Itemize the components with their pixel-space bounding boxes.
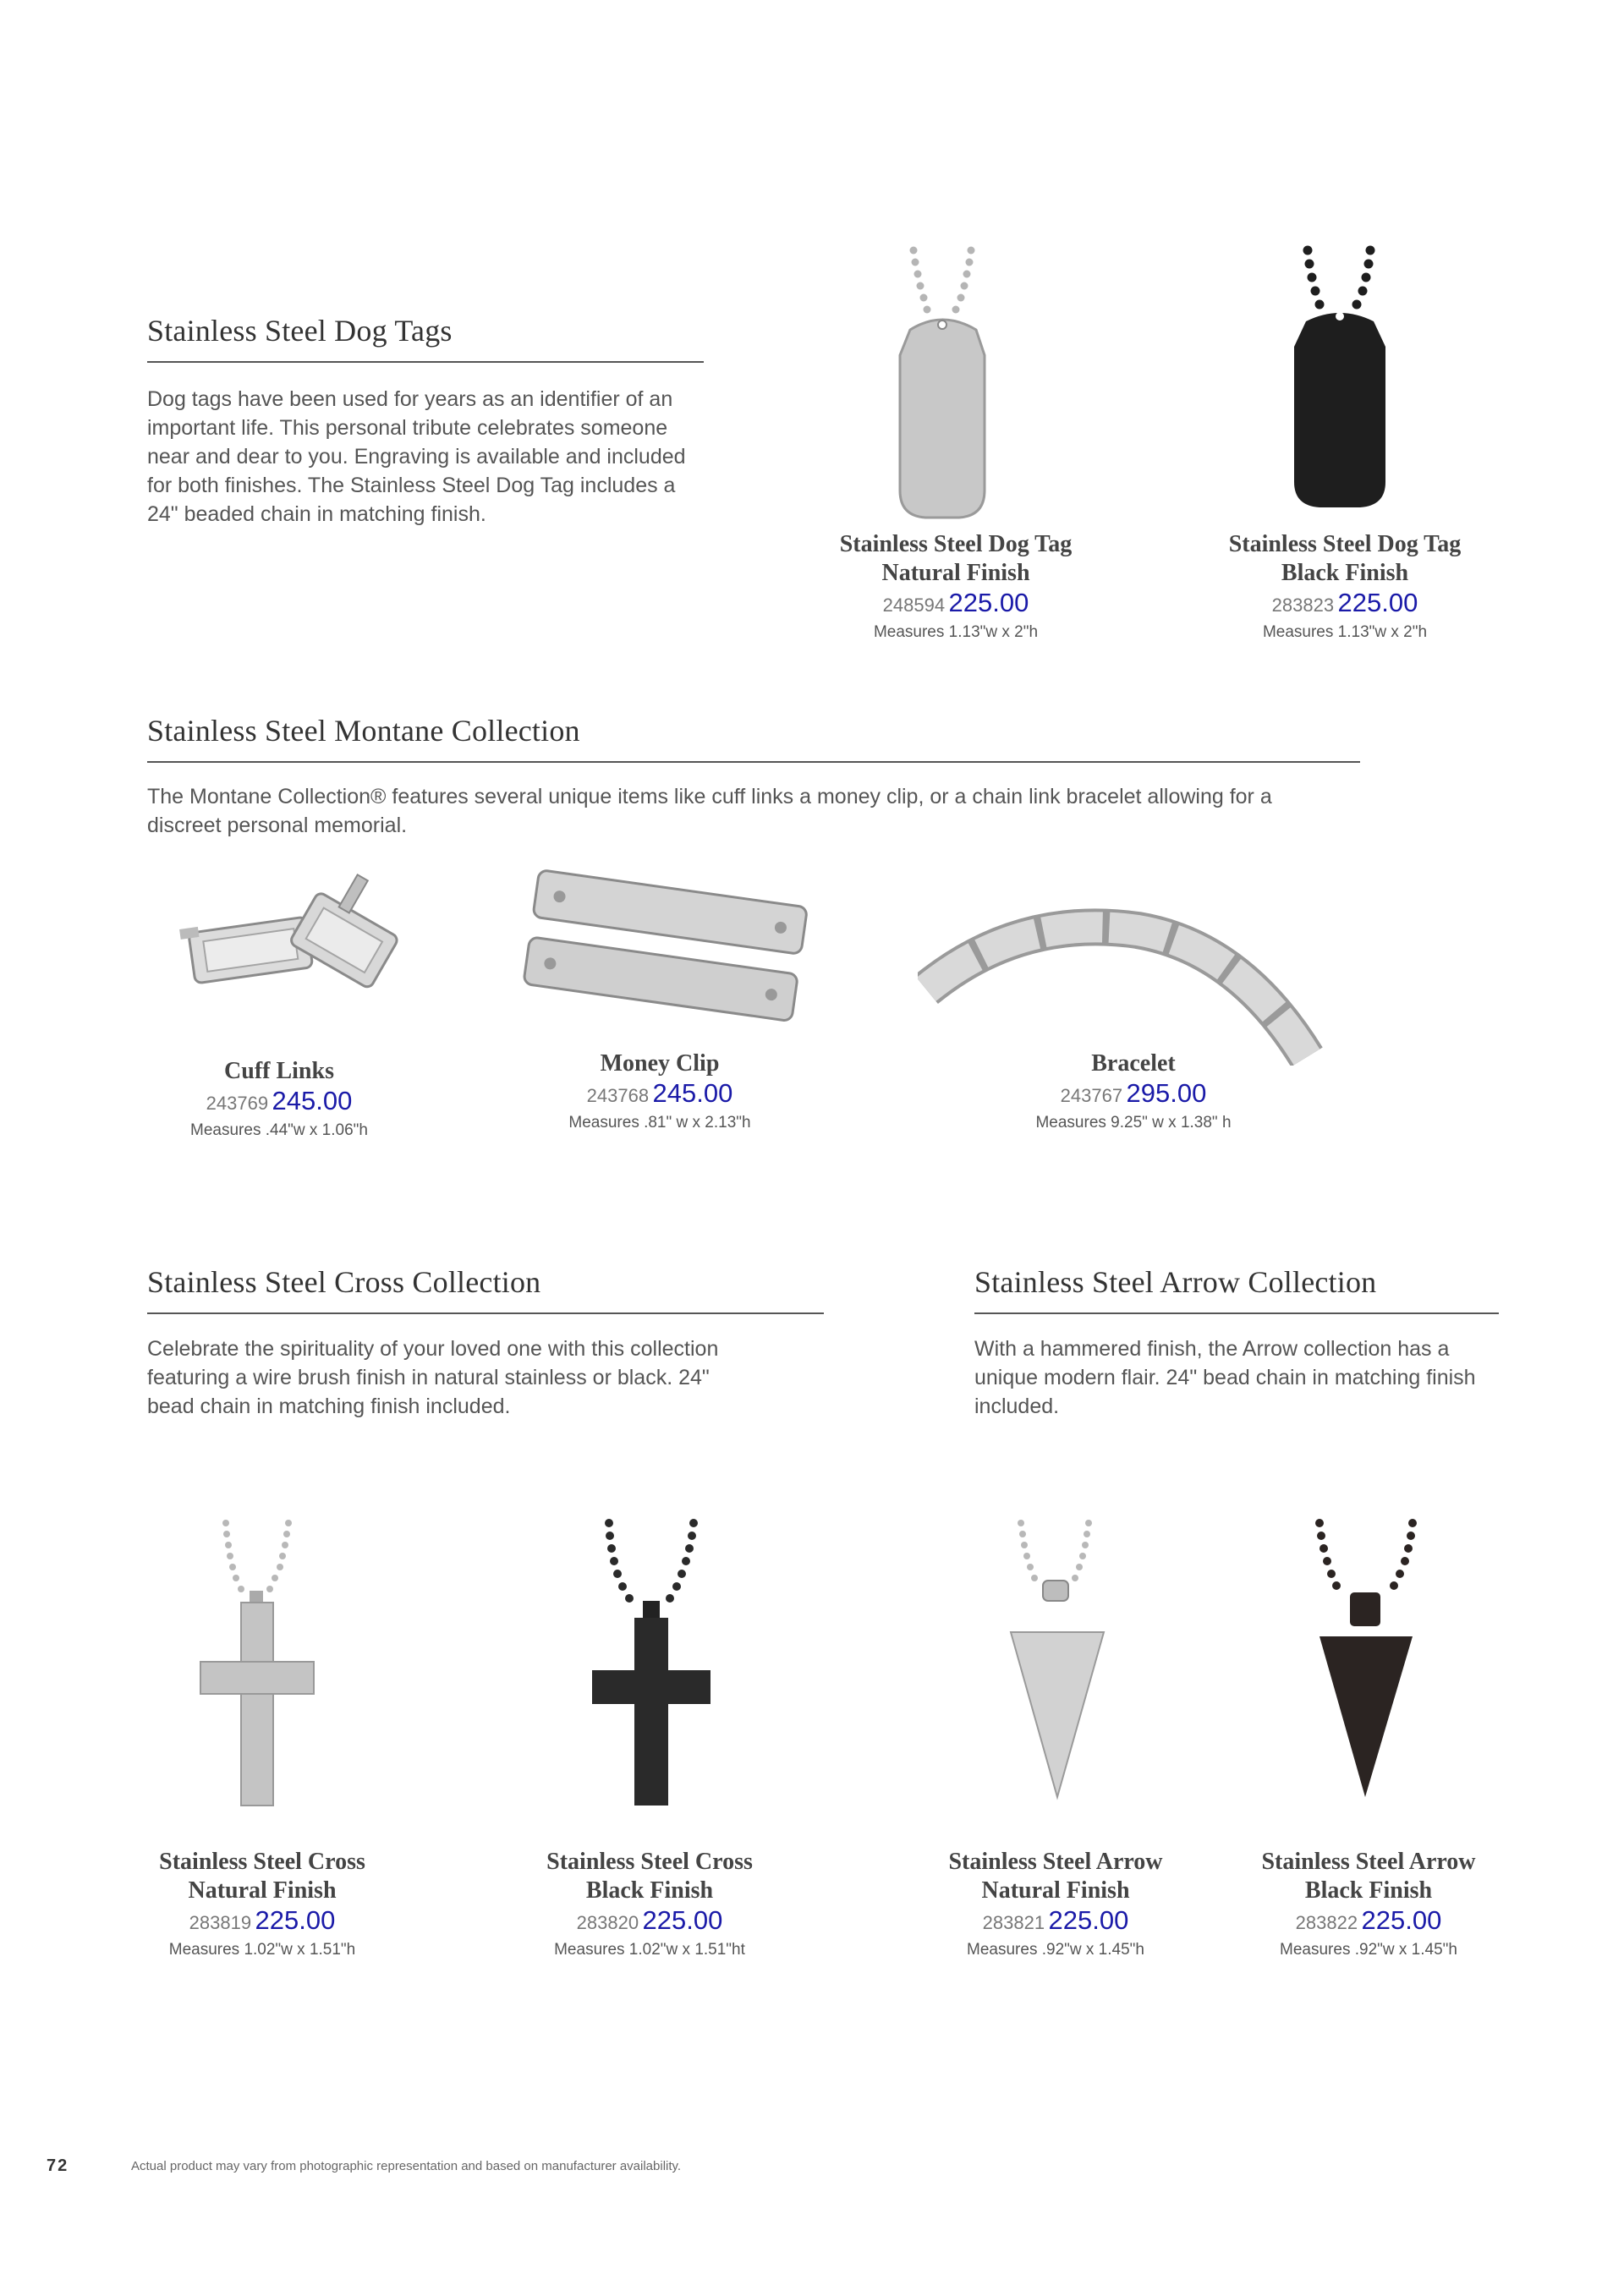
section-description: Dog tags have been used for years as an identifier of an important life. This personal tribute celebrates someone near and dear to you. Engraving is available and included for both finishes. The Stainless Steel Dog Tag includes a 24" beaded chain in matching finish. <box>147 387 686 526</box>
product-card-money-clip <box>516 1049 804 1132</box>
product-price: 225.00 <box>1048 1905 1129 1935</box>
section-description: Celebrate the spirituality of your loved one with this collection featuring a wire brush finish in natural stainless or black. 24" bead chain in matching finish included. <box>147 1337 719 1418</box>
product-card-cross-black <box>506 1848 793 1959</box>
product-measures: Measures 1.02"w x 1.51"ht <box>554 1941 745 1959</box>
product-card-bracelet <box>990 1049 1277 1132</box>
product-price: 245.00 <box>652 1078 733 1108</box>
product-measures: Measures 1.13"w x 2"h <box>873 623 1039 641</box>
product-name: Stainless Steel Cross <box>159 1849 365 1875</box>
product-sku: 243768 <box>586 1085 650 1106</box>
product-card-cross-natural <box>118 1848 406 1959</box>
footer-disclaimer: Actual product may vary from photographic representation and based on manufacturer availability. <box>131 2159 682 2173</box>
product-measures: Measures .81" w x 2.13"h <box>568 1114 751 1132</box>
divider <box>974 1312 1499 1314</box>
product-measures: Measures .92"w x 1.45"h <box>967 1941 1144 1959</box>
product-name: Stainless Steel Dog Tag <box>1228 531 1462 557</box>
product-name: Stainless Steel Cross <box>546 1849 753 1875</box>
product-image-money-clip <box>512 863 816 1049</box>
divider <box>147 361 704 363</box>
product-measures: Measures .44"w x 1.06"h <box>190 1121 368 1139</box>
product-finish: Black Finish <box>1281 560 1409 586</box>
product-card-cuff-links <box>135 1057 423 1140</box>
product-image-cuff-links <box>173 858 410 1011</box>
product-price: 225.00 <box>1361 1905 1442 1935</box>
product-image-bracelet <box>918 896 1324 1066</box>
product-sku: 248594 <box>882 595 946 616</box>
product-finish: Natural Finish <box>981 1877 1130 1904</box>
product-price: 245.00 <box>272 1086 353 1115</box>
product-sku: 283819 <box>189 1912 252 1933</box>
page-number: 72 <box>47 2156 69 2175</box>
product-price: 225.00 <box>1337 588 1418 617</box>
product-finish: Natural Finish <box>881 560 1030 586</box>
product-sku: 283823 <box>1271 595 1335 616</box>
divider <box>147 761 1360 763</box>
product-name: Money Clip <box>600 1050 720 1077</box>
product-name: Stainless Steel Arrow <box>948 1849 1163 1875</box>
product-measures: Measures .92"w x 1.45"h <box>1280 1941 1457 1959</box>
product-measures: Measures 1.13"w x 2"h <box>1262 623 1428 641</box>
section-title-cross: Stainless Steel Cross Collection <box>147 1265 541 1299</box>
product-sku: 283821 <box>982 1912 1045 1933</box>
product-image-cross-natural <box>182 1518 334 1810</box>
product-sku: 283822 <box>1295 1912 1358 1933</box>
product-finish: Natural Finish <box>188 1877 337 1904</box>
section-title-dog-tags: Stainless Steel Dog Tags <box>147 314 453 348</box>
product-price: 225.00 <box>642 1905 723 1935</box>
section-description: With a hammered finish, the Arrow collection has a unique modern flair. 24" bead chain in matching finish included. <box>974 1337 1476 1418</box>
product-price: 295.00 <box>1126 1078 1207 1108</box>
product-image-arrow-black <box>1294 1518 1438 1810</box>
product-card-arrow-black <box>1225 1848 1512 1959</box>
section-title-montane: Stainless Steel Montane Collection <box>147 714 580 748</box>
product-name: Stainless Steel Arrow <box>1261 1849 1476 1875</box>
divider <box>147 1312 824 1314</box>
section-title-arrow: Stainless Steel Arrow Collection <box>974 1265 1377 1299</box>
product-sku: 283820 <box>576 1912 639 1933</box>
product-finish: Black Finish <box>585 1877 714 1904</box>
product-name: Stainless Steel Dog Tag <box>839 531 1073 557</box>
product-sku: 243767 <box>1060 1085 1123 1106</box>
product-measures: Measures 9.25" w x 1.38" h <box>1035 1114 1232 1132</box>
product-name: Bracelet <box>1091 1050 1176 1077</box>
product-measures: Measures 1.02"w x 1.51"h <box>168 1941 356 1959</box>
product-card-dog-tag-black <box>1184 530 1506 642</box>
product-image-dog-tag-natural <box>871 245 1023 524</box>
product-finish: Black Finish <box>1304 1877 1433 1904</box>
product-image-cross-black <box>575 1518 727 1810</box>
product-price: 225.00 <box>255 1905 336 1935</box>
product-name: Cuff Links <box>224 1058 334 1084</box>
product-image-dog-tag-black <box>1269 245 1421 524</box>
product-card-dog-tag-natural <box>795 530 1116 642</box>
section-description: The Montane Collection® features several unique items like cuff links a money clip, or a chain link bracelet allowing for a discreet personal memorial. <box>147 785 1272 837</box>
product-sku: 243769 <box>206 1093 269 1114</box>
product-card-arrow-natural <box>912 1848 1199 1959</box>
product-image-arrow-natural <box>985 1518 1129 1810</box>
product-price: 225.00 <box>948 588 1029 617</box>
